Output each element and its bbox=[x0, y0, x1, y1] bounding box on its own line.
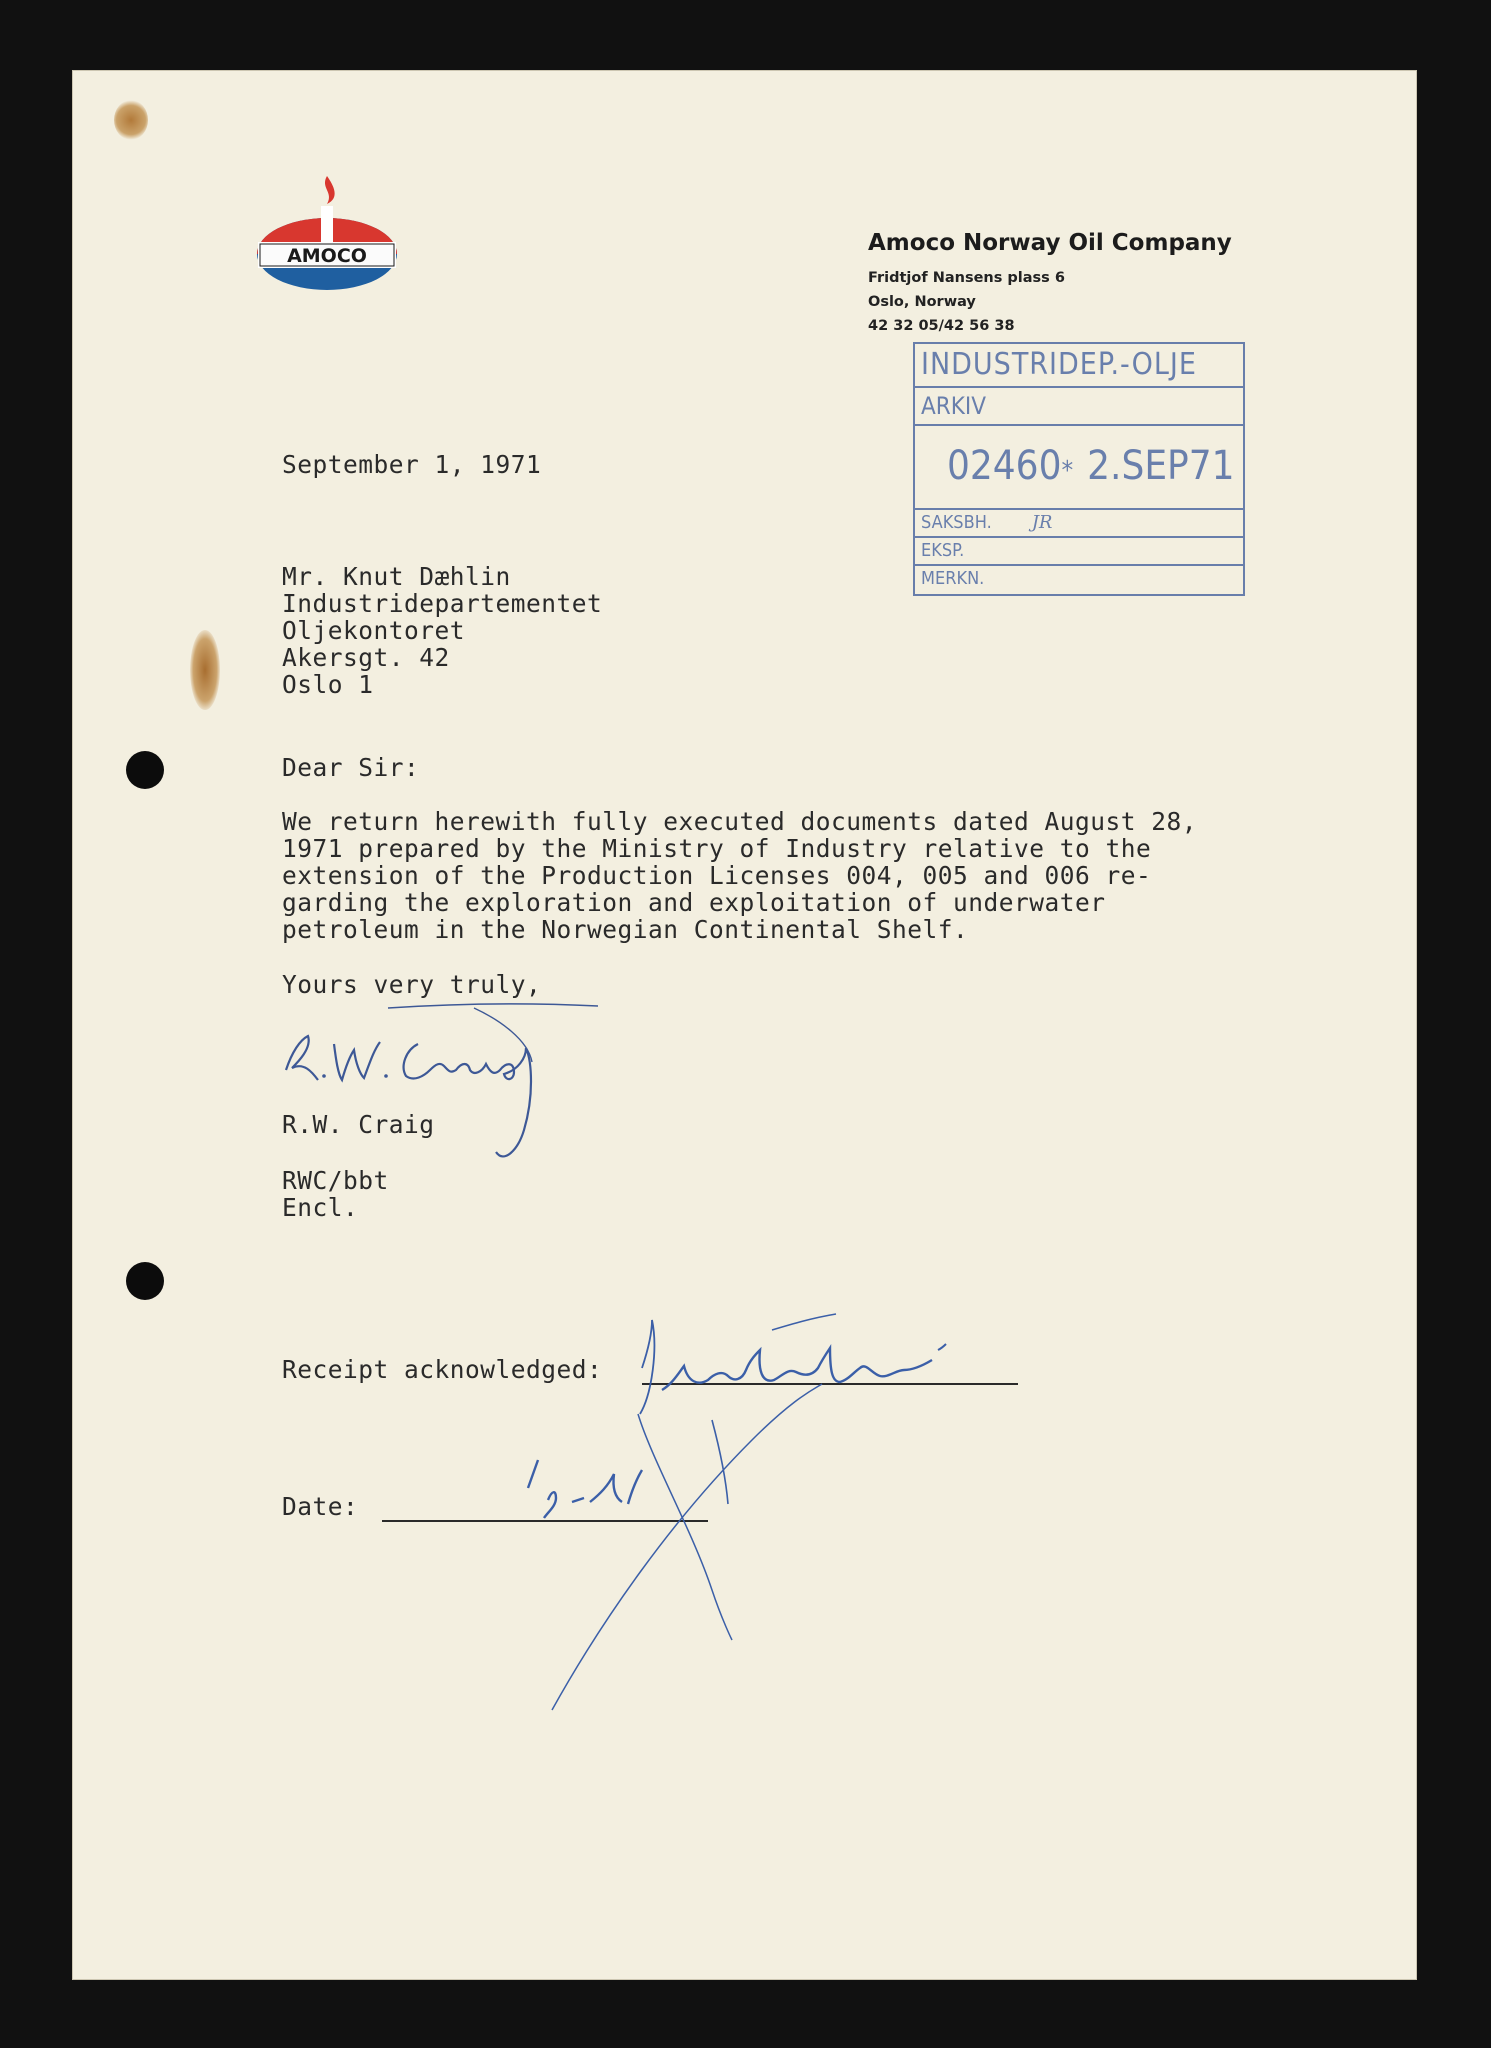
letter-page bbox=[72, 70, 1417, 1980]
stamp-date: 2.SEP71 bbox=[1087, 443, 1235, 489]
receipt-signature bbox=[452, 1290, 1092, 1710]
company-phone: 42 32 05/42 56 38 bbox=[868, 318, 1015, 334]
archive-stamp bbox=[913, 342, 1245, 596]
recipient-line: Industridepartementet bbox=[282, 589, 603, 618]
stamp-saksbh-label: SAKSBH. bbox=[921, 512, 992, 533]
logo-text: AMOCO bbox=[287, 245, 367, 267]
company-name: Amoco Norway Oil Company bbox=[868, 230, 1232, 256]
stamp-line-saksbh bbox=[915, 510, 1243, 538]
enclosure-note: Encl. bbox=[282, 1193, 359, 1222]
salutation: Dear Sir: bbox=[282, 753, 420, 782]
burn-mark-middle bbox=[190, 630, 220, 710]
stamp-saksbh-value: JR bbox=[1031, 512, 1053, 533]
date-label: Date: bbox=[282, 1492, 359, 1521]
burn-mark-top bbox=[114, 100, 148, 140]
company-address-street: Fridtjof Nansens plass 6 bbox=[868, 270, 1065, 286]
recipient-line: Oslo 1 bbox=[282, 670, 374, 699]
body-line: We return herewith fully executed documents dated August 28, bbox=[282, 807, 1198, 836]
body-line: garding the exploration and exploitation of underwater bbox=[282, 888, 1106, 917]
stamp-line-number bbox=[915, 426, 1243, 510]
recipient-line: Akersgt. 42 bbox=[282, 643, 450, 672]
stamp-eksp-label: EKSP. bbox=[915, 538, 1243, 566]
signer-name: R.W. Craig bbox=[282, 1110, 435, 1139]
body-line: extension of the Production Licenses 004, 005 and 006 re- bbox=[282, 861, 1152, 890]
stamp-line-archive: ARKIV bbox=[915, 388, 1243, 426]
body-line: petroleum in the Norwegian Continental Shelf. bbox=[282, 915, 969, 944]
body-line: 1971 prepared by the Ministry of Industry relative to the bbox=[282, 834, 1152, 863]
receipt-label: Receipt acknowledged: bbox=[282, 1355, 603, 1384]
company-address-city: Oslo, Norway bbox=[868, 294, 976, 310]
stamp-number: 02460 bbox=[947, 443, 1062, 489]
stamp-line-department: INDUSTRIDEP.-OLJE bbox=[915, 344, 1243, 388]
amoco-logo-icon bbox=[254, 174, 400, 292]
punch-hole-bottom bbox=[126, 1262, 164, 1300]
stamp-merkn-label: MERKN. bbox=[921, 568, 985, 589]
letter-date: September 1, 1971 bbox=[282, 450, 542, 479]
reference-initials: RWC/bbt bbox=[282, 1166, 389, 1195]
stamp-star: * bbox=[1061, 456, 1074, 486]
recipient-line: Mr. Knut Dæhlin bbox=[282, 562, 511, 591]
recipient-line: Oljekontoret bbox=[282, 616, 466, 645]
punch-hole-top bbox=[126, 751, 164, 789]
closing: Yours very truly, bbox=[282, 970, 542, 999]
